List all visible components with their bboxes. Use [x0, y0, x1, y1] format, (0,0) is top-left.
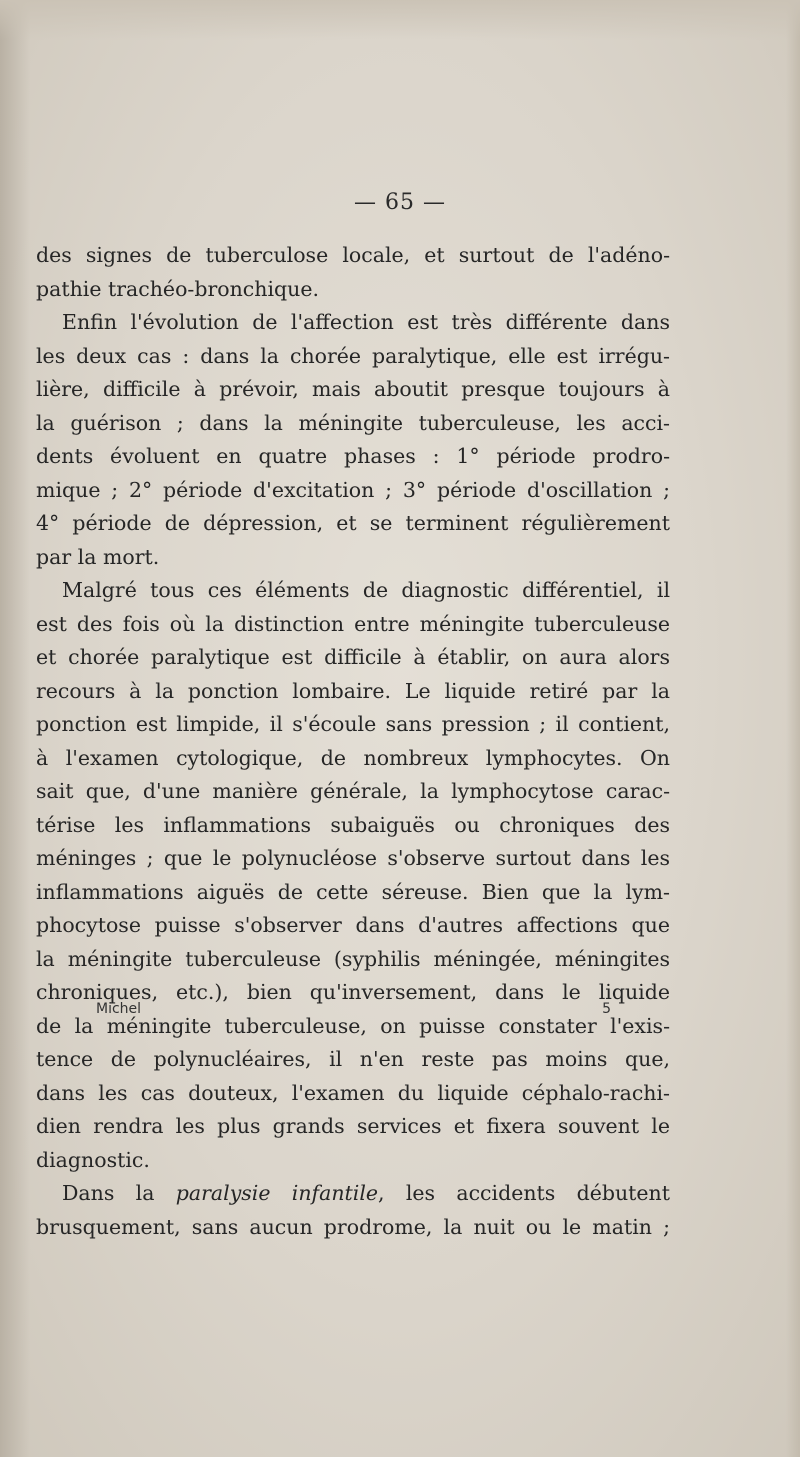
text-line: des signes de tuberculose locale, et surtout de l'adéno- — [36, 243, 670, 267]
sheet-number: 5 — [602, 1001, 611, 1017]
text-line: ponction est limpide, il s'écoule sans pression ; il contient, — [36, 712, 670, 736]
text-line: dans les cas douteux, l'examen du liquide céphalo-rachi- — [36, 1080, 670, 1105]
text-line: pathie trachéo-bronchique. — [36, 276, 320, 301]
text-line: lière, difficile à prévoir, mais aboutit presque toujours à — [36, 377, 670, 401]
text-line: dien rendra les plus grands services et fixera souvent le — [36, 1114, 670, 1138]
text-line: est des fois où la distinction entre méningite tuberculeuse — [36, 611, 670, 636]
text-line: de la méningite tuberculeuse, on puisse constater l'exis- — [36, 1013, 670, 1038]
text-line: la méningite tuberculeuse (syphilis méningée, méningites — [36, 946, 670, 971]
text-line: la guérison ; dans la méningite tuberculeuse, les acci- — [36, 410, 670, 435]
text-line: mique ; 2° période d'excitation ; 3° période d'oscillation ; — [36, 477, 670, 502]
text-line: et chorée paralytique est difficile à établir, on aura alors — [36, 645, 670, 669]
italic-line-after: , les accidents débutent — [378, 1181, 670, 1205]
page-number: — 65 — — [354, 190, 446, 215]
italic-line-before: Dans la — [62, 1181, 176, 1205]
text-line: diagnostic. — [36, 1147, 150, 1172]
text-line: Enfin l'évolution de l'affection est très différente dans — [62, 310, 670, 334]
text-line: sait que, d'une manière générale, la lymphocytose carac- — [36, 779, 670, 803]
text-line: térise les inflammations subaiguës ou chroniques des — [36, 812, 670, 837]
text-line-final: brusquement, sans aucun prodrome, la nuit ou le matin ; — [36, 1214, 670, 1239]
italic-term: paralysie infantile — [175, 1181, 379, 1205]
binding-shadow — [0, 0, 30, 1457]
body-text — [36, 239, 670, 1244]
text-line: 4° période de dépression, et se terminent régulièrement — [36, 511, 670, 535]
text-line: les deux cas : dans la chorée paralytique, elle est irrégu- — [36, 343, 670, 368]
text-line: inflammations aiguës de cette séreuse. Bien que la lym- — [36, 879, 670, 904]
text-line: dents évoluent en quatre phases : 1° période prodro- — [36, 444, 670, 468]
text-line: phocytose puisse s'observer dans d'autres affections que — [36, 913, 670, 937]
text-line-italic — [36, 1177, 670, 1211]
text-line: Malgré tous ces éléments de diagnostic différentiel, il — [62, 578, 670, 602]
text-line: chroniques, etc.), bien qu'inversement, dans le liquide — [36, 980, 670, 1004]
top-shade — [0, 0, 800, 40]
text-line: recours à la ponction lombaire. Le liquide retiré par la — [36, 678, 670, 703]
text-line: par la mort. — [36, 544, 160, 569]
text-line: à l'examen cytologique, de nombreux lymphocytes. On — [36, 745, 670, 770]
text-line: tence de polynucléaires, il n'en reste pas moins que, — [36, 1047, 670, 1071]
signature-mark: Michel — [96, 1001, 142, 1017]
page-edge — [786, 0, 800, 1457]
text-line: méninges ; que le polynucléose s'observe surtout dans les — [36, 846, 670, 870]
